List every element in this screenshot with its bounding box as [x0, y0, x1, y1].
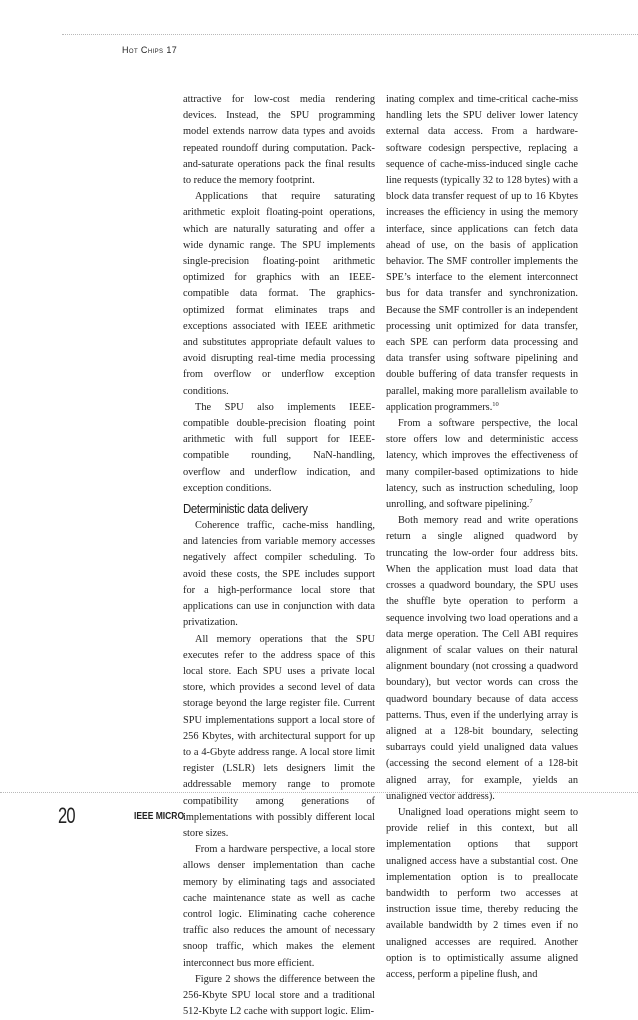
header-rule	[62, 34, 638, 35]
paragraph: From a hardware perspective, a local store allows denser implementation than cache memory by eliminating tags and associated cache maintenance state as well as cache control logic. Eliminating cache coherence traffic also reduces the amount of necessary snoop traffic, which makes the element interconnect bus more efficient.	[183, 844, 375, 969]
paragraph: Both memory read and write operations return a single aligned quadword by truncating the low-order four address bits. When the application must load data that crosses a quadword boundary, the SPU uses the shuffle byte operation to perform a sequence involving two load operations and a data merge operation. The Cell ABI requires alignment of scalar values on their natural alignment boundary (not crossing a quadword boundary), but vector words can cross the quadword boundary because of data access patterns. Thus, even if the underlying array is aligned at a 128-bit boundary, selecting subarrays could yield unaligned data values (accessing the second element of a 128-bit aligned array, for example, yields an unaligned vector address).	[386, 515, 578, 802]
reference-marker: 7	[529, 498, 533, 506]
right-column	[386, 92, 578, 983]
paragraph-text: inating complex and time-critical cache-miss handling lets the SPU deliver lower latency external data access. From a hardware-software codesign perspective, replacing a sequence of cache-miss-induced single cache line requests (typically 32 to 128 bytes) with a block data transfer request of up to 16 Kbytes increases the efficiency in using the memory interface, since applications can fetch data ahead of use, on the basis of application behavior. The SMF controller implements the SPE’s interface to the element interconnect bus for data transfer and synchronization. Because the SMF controller is an independent processing unit optimized for data transfer, each SPE can perform data processing and data transfer using software pipelining and double buffering of data transfer requests in parallel, making more parallelism available to application programmers.	[386, 94, 578, 413]
section-heading: Deterministic data delivery	[183, 501, 308, 517]
paragraph-text: From a software perspective, the local store offers low and deterministic access latency, which improves the effectiveness of many compiler-based optimizations to hide latency, such as instruction scheduling, loop unrolling, and software pipelining.	[386, 418, 578, 511]
paragraph: Unaligned load operations might seem to provide relief in this context, but all implementation options that support unaligned access have a substantial cost. One implementation option is to preallocate bandwidth to perform two accesses at instruction issue time, thereby reducing the available bandwidth by 2 times even if no unaligned accesses are required. Another option is to optimistically assume aligned access, perform a pipeline flush, and	[386, 806, 578, 980]
paragraph: attractive for low-cost media rendering devices. Instead, the SPU programming model extends narrow data types and avoids repeated roundoff during computation. Pack-and-saturate operations pack the final results to reduce the memory footprint.	[183, 94, 375, 187]
paragraph	[386, 92, 578, 416]
left-column	[183, 92, 375, 1020]
reference-marker: 10	[492, 400, 499, 408]
paragraph	[386, 416, 578, 513]
footer-rule	[0, 792, 638, 793]
magazine-title: IEEE MICRO	[134, 811, 185, 822]
paragraph: Applications that require saturating arithmetic exploit floating-point operations, which are naturally saturating and offer a wide dynamic range. The SPU implements single-precision floating-point arithmetic optimized for graphics with an IEEE-compatible data format. The graphics-optimized format eliminates traps and exceptions associated with IEEE arithmetic and substitutes appropriate default values to avoid disrupting real-time media processing from overflow or underflow exception conditions.	[183, 191, 375, 397]
paragraph: Coherence traffic, cache-miss handling, and latencies from variable memory accesses negatively affect compiler scheduling. To avoid these costs, the SPE includes support for a high-performance local store that applications can use in conjunction with data privatization.	[183, 520, 375, 629]
running-head: Hot Chips 17	[122, 45, 178, 55]
paragraph: The SPU also implements IEEE-compatible double-precision floating point arithmetic with full support for IEEE-compatible rounding, NaN-handling, overflow and underflow indication, and exception conditions.	[183, 401, 375, 494]
page-number: 20	[58, 803, 75, 828]
paragraph: All memory operations that the SPU executes refer to the address space of this local store. Each SPU uses a private local store, which provides a second level of data storage beyond the large register file. Current SPU implementations support a local store of 256 Kbytes, with architectural support for up to a 4-Gbyte address range. A local store limit register (LSLR) lets designers limit the addressable memory range to promote compatibility among generations of implementations with possibly different local store sizes.	[183, 633, 375, 839]
paragraph: Figure 2 shows the difference between the 256-Kbyte SPU local store and a traditional 512-Kbyte L2 cache with support logic. Elim-	[183, 973, 375, 1018]
